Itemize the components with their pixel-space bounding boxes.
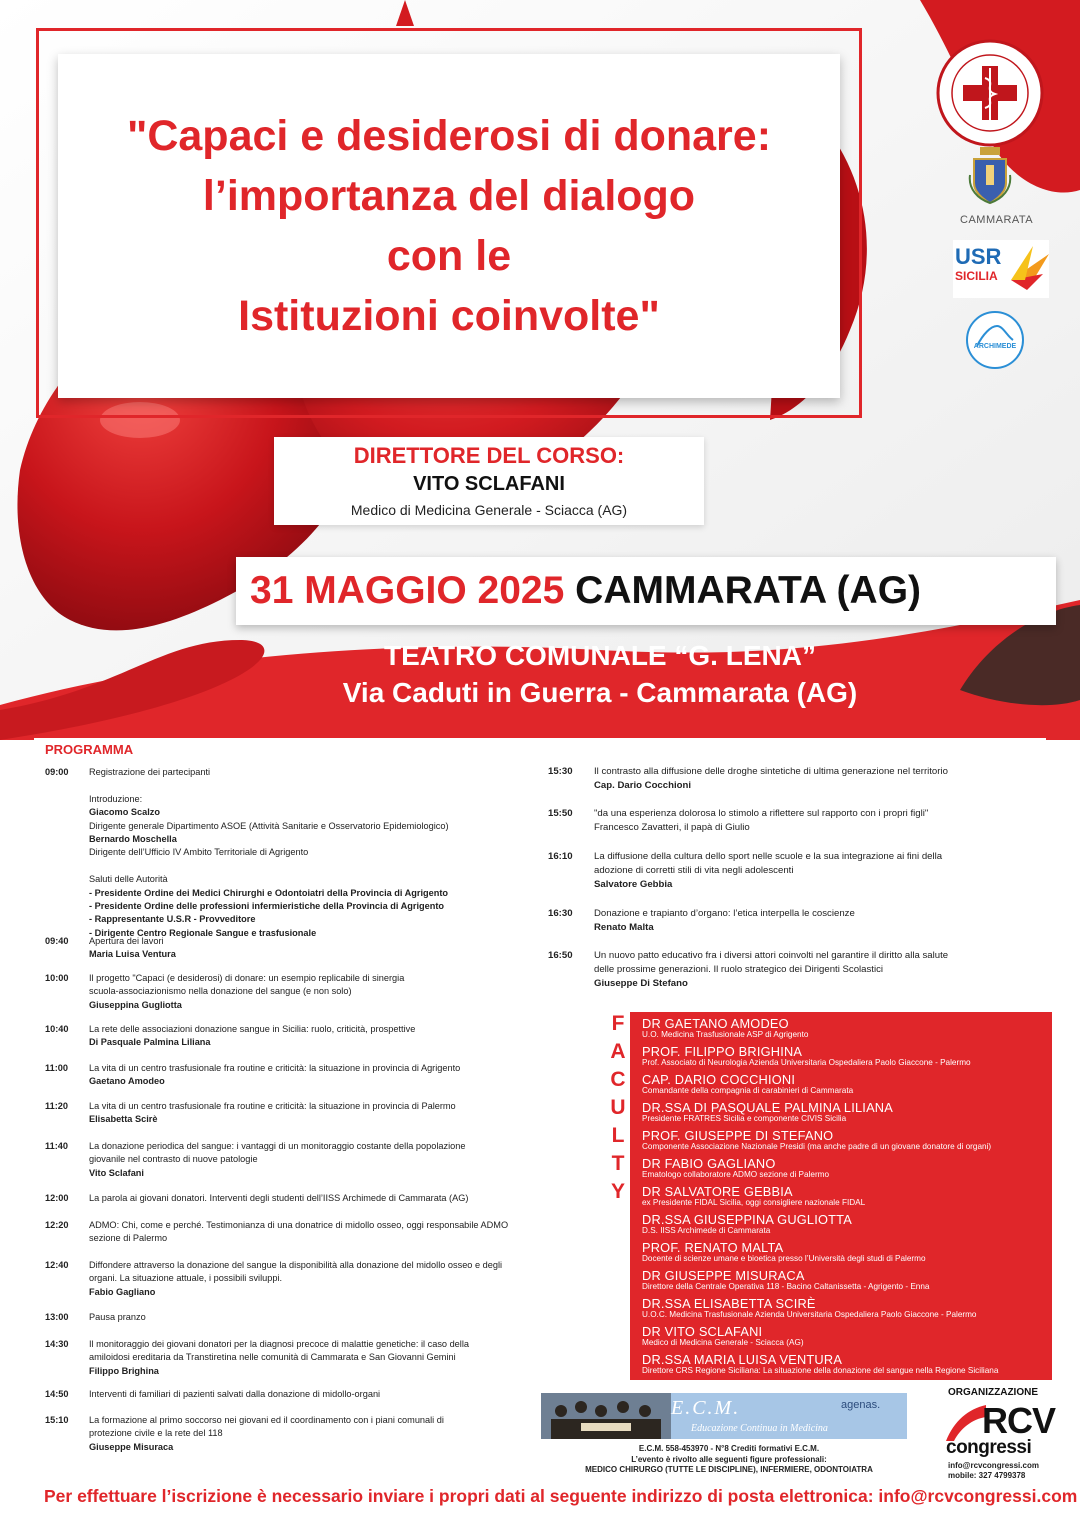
program-time: 14:30 xyxy=(45,1339,69,1349)
program-time: 16:10 xyxy=(548,851,573,862)
faculty-role: Presidente FRATRES Sicilia e componente CIVIS Sicilia xyxy=(642,1114,847,1123)
faculty-role: Direttore CRS Regione Siciliana: La situazione della donazione del sangue nella Regione Siciliana xyxy=(642,1366,999,1375)
program-description xyxy=(89,1219,539,1246)
program-description xyxy=(594,850,1034,892)
program-speaker: Maria Luisa Ventura xyxy=(89,949,176,960)
programma-title: PROGRAMMA xyxy=(45,742,134,757)
program-description xyxy=(89,1414,539,1454)
program-speaker: - Rappresentante U.S.R - Provveditore xyxy=(89,914,256,925)
rcv-contact xyxy=(948,1461,1039,1480)
program-text: organi. La situazione attuale, i possibili sviluppi. xyxy=(89,1273,283,1284)
event-date-location xyxy=(236,557,1056,625)
program-text: Un nuovo patto educativo fra i diversi attori coinvolti nel garantire il diritto alla salute xyxy=(594,950,949,961)
program-time: 11:00 xyxy=(45,1063,68,1073)
program-time: 13:00 xyxy=(45,1312,69,1322)
program-text: adozione di corretti stili di vita negli adolescenti xyxy=(594,865,794,876)
faculty-member xyxy=(642,1213,1047,1236)
program-text: Donazione e trapianto d’organo: l’etica interpella le coscienze xyxy=(594,908,855,919)
faculty-letter: T xyxy=(611,1152,625,1175)
faculty-member xyxy=(642,1073,1047,1096)
rcv-logo-bottom: congressi xyxy=(946,1437,1032,1458)
omceo-agrigento-logo xyxy=(935,38,1045,148)
program-text: amiloidosi ereditaria da Transtiretina nelle comunità di Cammarata e San Giovanni Gemini xyxy=(89,1352,456,1363)
title-line: l’importanza del dialogo xyxy=(202,172,696,220)
program-text: Dirigente generale Dipartimento ASOE (Attività Sanitarie e Osservatorio Epidemiologico) xyxy=(89,820,449,831)
program-speaker: Filippo Brighina xyxy=(89,1365,159,1376)
archimede-label: ARCHIMEDE xyxy=(973,343,1017,350)
program-text: scuola-associazionismo nella donazione del sangue (e non solo) xyxy=(89,986,352,997)
program-speaker: Cap. Dario Cocchioni xyxy=(594,780,692,791)
ecm-subtitle: Educazione Continua in Medicina xyxy=(691,1423,828,1434)
organizzazione-label: ORGANIZZAZIONE xyxy=(948,1387,1038,1398)
program-time: 10:00 xyxy=(45,973,69,983)
faculty-name: CAP. DARIO COCCHIONI xyxy=(642,1072,796,1087)
program-description xyxy=(89,972,539,1012)
faculty-member xyxy=(642,1325,1047,1348)
program-description xyxy=(89,1023,539,1050)
program-time: 09:00 xyxy=(45,767,69,777)
program-speaker: Fabio Gagliano xyxy=(89,1286,156,1297)
rcv-congressi-logo xyxy=(944,1400,1056,1458)
program-text: Introduzione: xyxy=(89,793,143,804)
program-description xyxy=(89,766,539,940)
program-description xyxy=(89,1388,539,1401)
program-speaker: - Presidente Ordine dei Medici Chirurghi e Odontoiatri della Provincia di Agrigento xyxy=(89,887,449,898)
faculty-member xyxy=(642,1129,1047,1152)
program-text xyxy=(89,860,539,873)
program-text: La rete delle associazioni donazione sangue in Sicilia: ruolo, criticità, prospettive xyxy=(89,1024,416,1034)
program-time: 12:40 xyxy=(45,1260,69,1270)
faculty-name: DR VITO SCLAFANI xyxy=(642,1324,763,1339)
program-text: Il contrasto alla diffusione delle droghe sintetiche di ultima generazione nel territorio xyxy=(594,766,948,777)
program-text: La formazione al primo soccorso nei giovani ed il coordinamento con i piani comunali di xyxy=(89,1415,444,1425)
rcv-email: info@rcvcongressi.com xyxy=(948,1461,1039,1470)
program-time: 14:50 xyxy=(45,1389,69,1399)
faculty-member xyxy=(642,1045,1047,1068)
program-text: La vita di un centro trasfusionale fra routine e criticità: la situazione in provincia di Palermo xyxy=(89,1101,456,1111)
faculty-letter: L xyxy=(611,1124,625,1147)
program-time: 15:50 xyxy=(548,808,573,819)
program-text: sezione di Palermo xyxy=(89,1233,168,1244)
faculty-name: DR GAETANO AMODEO xyxy=(642,1016,789,1031)
program-description xyxy=(594,765,1034,793)
event-city: CAMMARATA (AG) xyxy=(575,569,922,612)
rcv-swoosh-icon xyxy=(946,1405,986,1441)
program-speaker: Giuseppina Gugliotta xyxy=(89,999,182,1010)
faculty-letter: Y xyxy=(610,1180,625,1203)
usr-sicilia-logo xyxy=(953,240,1049,298)
faculty-member xyxy=(642,1017,1047,1040)
program-time: 15:10 xyxy=(45,1415,69,1425)
program-text: delle prossime generazioni. Il ruolo strategico dei Dirigenti Scolastici xyxy=(594,964,884,975)
program-text: Francesco Zavatteri, il papà di Giulio xyxy=(594,822,750,833)
ecm-line: E.C.M. 558-453970 - N°8 Crediti formativi E.C.M. xyxy=(638,1444,820,1453)
program-text: "da una esperienza dolorosa lo stimolo a riflettere sul rapporto con i propri figli" xyxy=(594,808,929,819)
program-text: Apertura dei lavori xyxy=(89,936,164,946)
venue xyxy=(200,638,1000,712)
program-speaker: Vito Sclafani xyxy=(89,1167,144,1178)
faculty-name: PROF. FILIPPO BRIGHINA xyxy=(642,1044,803,1059)
cammarata-label: CAMMARATA xyxy=(960,214,1034,226)
faculty-name: DR.SSA MARIA LUISA VENTURA xyxy=(642,1352,843,1367)
program-text: Dirigente dell’Ufficio IV Ambito Territoriale di Agrigento xyxy=(89,847,309,858)
program-text: La diffusione della cultura dello sport nelle scuole e la sua integrazione ai fini della xyxy=(594,851,943,862)
faculty-role: U.O.C. Medicina Trasfusionale Azienda Universitaria Ospedaliera Paolo Giaccone - Palermo xyxy=(642,1310,977,1319)
faculty-name: DR.SSA ELISABETTA SCIRÈ xyxy=(642,1296,816,1311)
program-text: La donazione periodica del sangue: i vantaggi di un monitoraggio costante della popolazione xyxy=(89,1141,466,1151)
faculty-member xyxy=(642,1241,1047,1264)
program-description xyxy=(89,935,539,962)
program-time: 11:40 xyxy=(45,1141,68,1151)
faculty-name: DR.SSA DI PASQUALE PALMINA LILIANA xyxy=(642,1100,893,1115)
program-speaker: Giuseppe Di Stefano xyxy=(594,978,688,989)
faculty-member xyxy=(642,1157,1047,1180)
faculty-role: Direttore della Centrale Operativa 118 - Bacino Caltanissetta - Agrigento - Enna xyxy=(642,1282,930,1291)
program-description xyxy=(89,1338,539,1378)
faculty-role: Docente di scienze umane e bioetica presso l’Università degli studi di Palermo xyxy=(642,1254,926,1263)
program-text: Pausa pranzo xyxy=(89,1312,146,1322)
program-speaker: Elisabetta Scirè xyxy=(89,1114,158,1125)
program-time: 16:50 xyxy=(548,950,573,961)
program-time: 16:30 xyxy=(548,908,573,919)
program-text: ADMO: Chi, come e perché. Testimonianza di una donatrice di midollo osseo, oggi responsabile ADMO xyxy=(89,1220,509,1230)
program-text xyxy=(89,779,539,792)
agenas-logo: agenas. xyxy=(841,1399,881,1411)
faculty-name: DR.SSA GIUSEPPINA GUGLIOTTA xyxy=(642,1212,852,1227)
program-text: Il monitoraggio dei giovani donatori per la diagnosi precoce di malattie genetiche: il caso della xyxy=(89,1339,469,1349)
faculty-member xyxy=(642,1297,1047,1320)
venue-address: Via Caduti in Guerra - Cammarata (AG) xyxy=(342,677,858,708)
ecm-info xyxy=(541,1444,917,1476)
program-description xyxy=(89,1259,539,1299)
archimede-logo xyxy=(965,310,1025,370)
faculty-role: Comandante della compagnia di carabinieri di Cammarata xyxy=(642,1086,854,1095)
rcv-logo-top: RCV xyxy=(982,1400,1056,1441)
program-time: 11:20 xyxy=(45,1101,68,1111)
faculty-role: ex Presidente FIDAL Sicilia, oggi consigliere nazionale FIDAL xyxy=(642,1198,866,1207)
ecm-title: E.C.M. xyxy=(671,1397,741,1419)
faculty-name: PROF. GIUSEPPE DI STEFANO xyxy=(642,1128,834,1143)
program-speaker: Gaetano Amodeo xyxy=(89,1076,165,1087)
director-role: Medico di Medicina Generale - Sciacca (AG) xyxy=(350,502,628,518)
registration-instructions: Per effettuare l’iscrizione è necessario inviare i propri dati al seguente indirizzo di posta elettronica: info@rcvcongressi.com xyxy=(44,1486,1078,1506)
venue-name: TEATRO COMUNALE “G. LENA” xyxy=(384,640,816,671)
program-speaker: Giuseppe Misuraca xyxy=(89,1441,174,1452)
faculty-letter: A xyxy=(610,1040,626,1063)
program-speaker: - Dirigente Centro Regionale Sangue e trasfusionale xyxy=(89,927,317,938)
program-text: La vita di un centro trasfusionale fra routine e criticità: la situazione in provincia di Agrigento xyxy=(89,1063,461,1073)
event-date: 31 MAGGIO 2025 xyxy=(250,569,565,612)
title-line: con le xyxy=(386,232,512,280)
faculty-member xyxy=(642,1353,1047,1376)
program-text: Diffondere attraverso la donazione del sangue la disponibilità alla donazione del midollo osseo e degli xyxy=(89,1260,503,1270)
faculty-member xyxy=(642,1101,1047,1124)
program-speaker: Salvatore Gebbia xyxy=(594,879,673,890)
faculty-role: Ematologo collaboratore ADMO sezione di Palermo xyxy=(642,1170,830,1179)
program-time: 12:20 xyxy=(45,1220,69,1230)
director-heading: DIRETTORE DEL CORSO: xyxy=(353,443,625,468)
archimede-icon xyxy=(965,310,1025,370)
rcv-mobile: mobile: 327 4799378 xyxy=(948,1470,1026,1480)
program-description xyxy=(594,949,1034,991)
event-title xyxy=(58,54,840,398)
faculty-letter: U xyxy=(610,1096,626,1119)
program-speaker: Giacomo Scalzo xyxy=(89,807,160,818)
cammarata-crest xyxy=(960,145,1034,230)
usr-sub: SICILIA xyxy=(955,269,998,283)
program-time: 12:00 xyxy=(45,1193,69,1203)
program-time: 10:40 xyxy=(45,1024,69,1034)
faculty-name: DR FABIO GAGLIANO xyxy=(642,1156,776,1171)
ecm-line: MEDICO CHIRURGO (TUTTE LE DISCIPLINE), INFERMIERE, ODONTOIATRA xyxy=(585,1465,873,1474)
program-time: 15:30 xyxy=(548,766,573,777)
faculty-role: U.O. Medicina Trasfusionale ASP di Agrigento xyxy=(642,1030,809,1039)
program-speaker: Di Pasquale Palmina Liliana xyxy=(89,1037,211,1048)
title-line: "Capaci e desiderosi di donare: xyxy=(126,112,772,160)
program-text: Registrazione dei partecipanti xyxy=(89,767,211,777)
faculty-name: DR GIUSEPPE MISURACA xyxy=(642,1268,805,1283)
faculty-role: Prof. Associato di Neurologia Azienda Universitaria Ospedaliera Paolo Giaccone - Palermo xyxy=(642,1058,971,1067)
program-speaker: Renato Malta xyxy=(594,922,654,933)
program-text: Interventi di familiari di pazienti salvati dalla donazione di midollo-organi xyxy=(89,1389,381,1399)
faculty-name: DR SALVATORE GEBBIA xyxy=(642,1184,793,1199)
faculty-vertical-label xyxy=(606,1010,630,1206)
program-description xyxy=(89,1311,539,1324)
title-line: Istituzioni coinvolte" xyxy=(238,292,660,340)
faculty-member xyxy=(642,1185,1047,1208)
faculty-letter: F xyxy=(611,1012,625,1035)
program-text: giovanile nel contrasto di nuove patologie xyxy=(89,1154,258,1165)
program-speaker: - Presidente Ordine delle professioni infermieristiche della Provincia di Agrigento xyxy=(89,900,444,911)
program-text: La parola ai giovani donatori. Interventi degli studenti dell’IISS Archimede di Cammarata (AG) xyxy=(89,1193,469,1203)
program-text: Saluti delle Autorità xyxy=(89,874,168,885)
program-text: Il progetto "Capaci (e desiderosi) di donare: un esempio replicabile di sinergia xyxy=(89,973,405,983)
faculty-name: PROF. RENATO MALTA xyxy=(642,1240,784,1255)
program-description xyxy=(89,1100,539,1127)
director-name: VITO SCLAFANI xyxy=(413,473,565,495)
program-description xyxy=(89,1140,539,1180)
faculty-member xyxy=(642,1269,1047,1292)
faculty-role: D.S. IISS Archimede di Cammarata xyxy=(642,1226,771,1235)
crest-icon xyxy=(968,145,1012,205)
program-description xyxy=(594,807,1034,835)
ecm-painting-icon xyxy=(541,1393,671,1439)
ecm-banner xyxy=(541,1393,907,1439)
program-description xyxy=(89,1062,539,1089)
faculty-letter: C xyxy=(610,1068,626,1091)
program-speaker: Bernardo Moschella xyxy=(89,833,177,844)
faculty-role: Componente Associazione Nazionale Presidi (ma anche padre di un giovane donatore di organi) xyxy=(642,1142,992,1151)
program-description xyxy=(89,1192,539,1205)
program-description xyxy=(594,907,1034,935)
program-time: 09:40 xyxy=(45,936,69,946)
ecm-line: L’evento è rivolto alle seguenti figure professionali: xyxy=(631,1454,827,1464)
program-text: protezione civile e la rete del 118 xyxy=(89,1428,223,1439)
usr-text: USR xyxy=(955,244,1002,269)
course-director xyxy=(274,437,704,525)
faculty-role: Medico di Medicina Generale - Sciacca (AG) xyxy=(642,1338,804,1347)
